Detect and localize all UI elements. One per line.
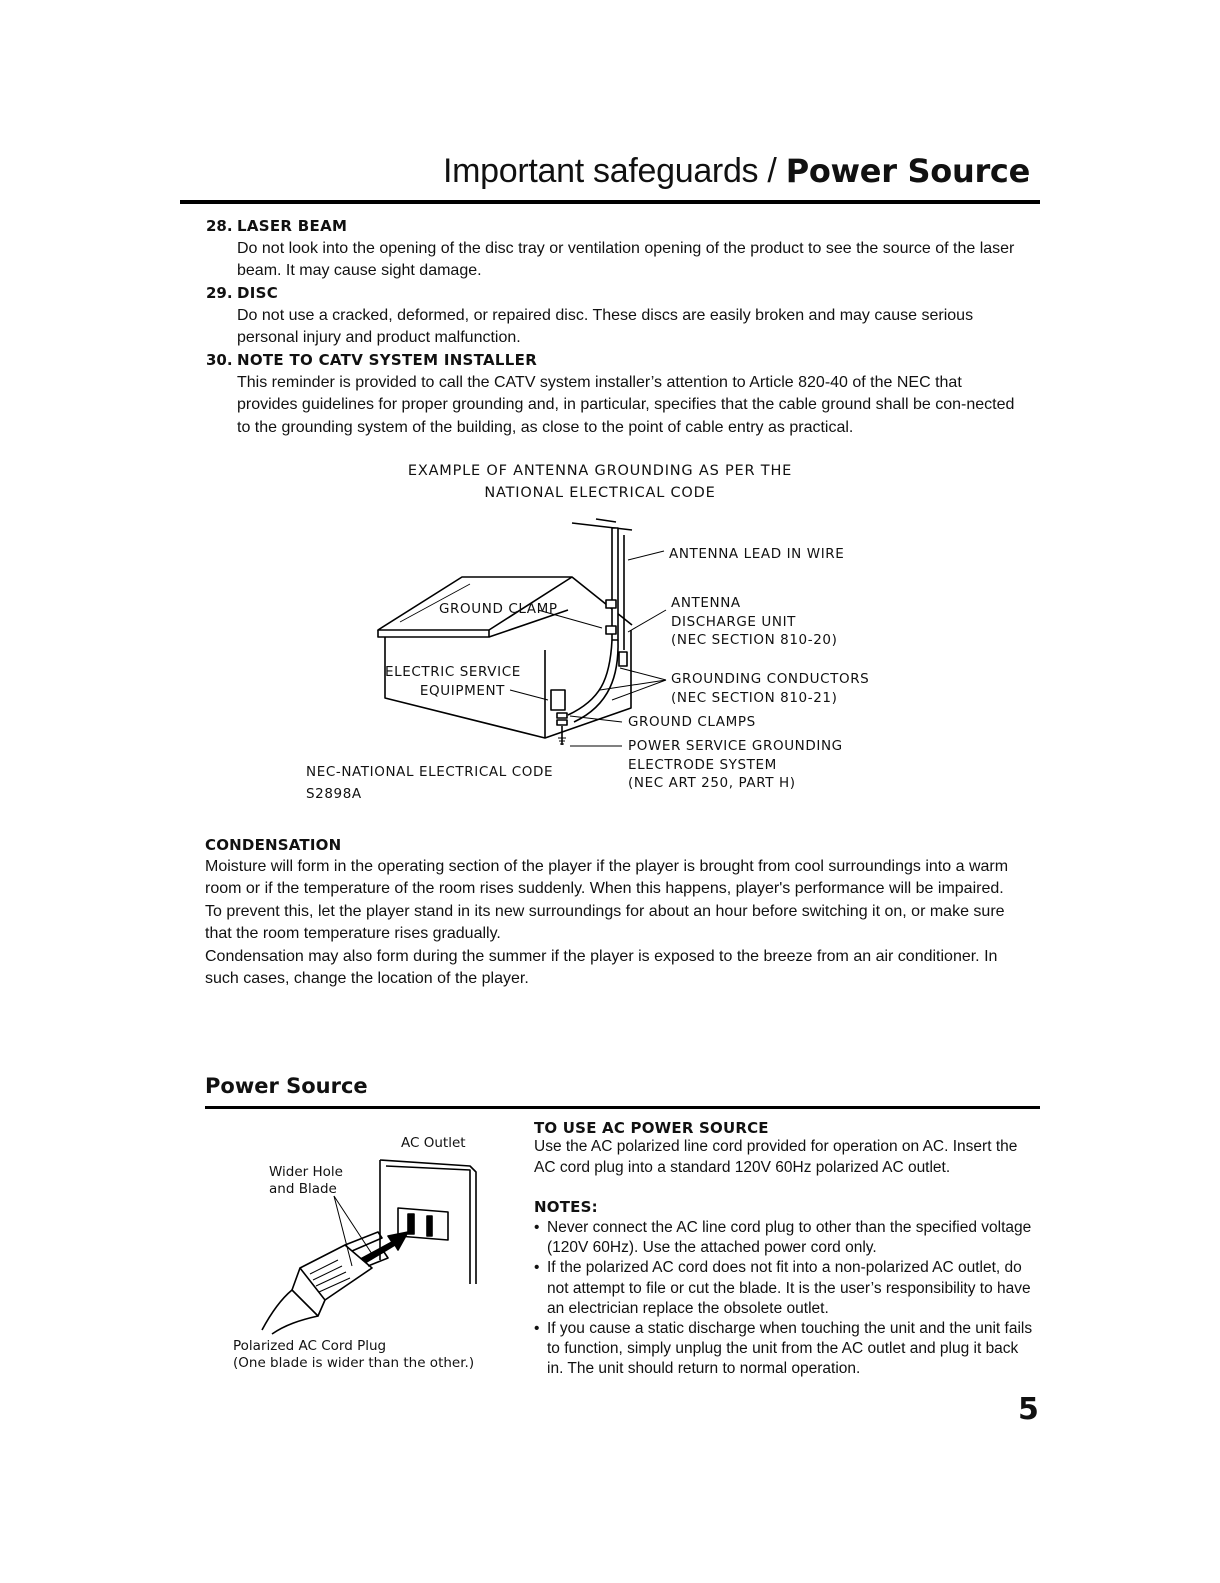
item-number: 28. [206,217,233,235]
discharge-line-3: (NEC SECTION 810-20) [671,632,838,648]
conductors-line-2: (NEC SECTION 810-21) [671,689,838,706]
power-line-1: POWER SERVICE GROUNDING [628,738,843,754]
plug-line-2: (One blade is wider than the other.) [233,1355,475,1371]
wider-line-2: and Blade [269,1181,337,1197]
condensation-paragraph-1: Moisture will form in the operating section of the player if the player is brought from cool surroundings into a warm room or if the temperature of the room rises suddenly. When this happens, player's performance will be impaired. [205,858,1009,898]
notes-list [534,1218,1034,1380]
label-ac-outlet: AC Outlet [401,1135,466,1151]
figure-code: S2898A [306,786,362,802]
item-text: This reminder is provided to call the CATV system installer’s attention to Article 820-40 of the NEC that provides guidelines for proper grounding and, in particular, specifies that the cable ground shall be con-nected to the grounding system of the building, as close to the point of cable entry as practical. [237,374,1015,436]
item-heading: NOTE TO CATV SYSTEM INSTALLER [237,351,538,369]
page-number: 5 [1018,1392,1039,1427]
power-line-2: ELECTRODE SYSTEM [628,756,777,773]
item-heading: LASER BEAM [237,217,348,235]
caption-line-2: NATIONAL ELECTRICAL CODE [484,484,716,501]
page-title-normal: Important safeguards / [442,152,786,190]
notes-heading: NOTES: [534,1198,598,1216]
wider-line-1: Wider Hole [269,1164,343,1180]
note-item: • Never connect the AC line cord plug to other than the specified voltage (120V 60Hz). Use the attached power cord only. [534,1218,1034,1258]
label-antenna-lead: ANTENNA LEAD IN WIRE [669,546,845,562]
page-title-bold: Power Source [785,152,1030,190]
electric-line-1: ELECTRIC SERVICE [385,664,521,680]
condensation-paragraph-3: Condensation may also form during the summer if the player is exposed to the breeze from an air conditioner. In such cases, change the location of the player. [205,947,998,988]
electric-line-2: EQUIPMENT [419,682,505,699]
label-ground-clamp: GROUND CLAMP [439,601,558,617]
note-item: • If you cause a static discharge when touching the unit and the unit fails to function, simply unplug the unit from the AC outlet and plug it back in. The unit should return to normal operation. [534,1319,1034,1380]
discharge-line-1: ANTENNA [671,595,741,611]
item-text: Do not use a cracked, deformed, or repaired disc. These discs are easily broken and may cause serious personal injury and product malfunction. [237,307,974,347]
power-line-3: (NEC ART 250, PART H) [628,775,796,791]
item-text: Do not look into the opening of the disc tray or ventilation opening of the product to see the source of the laser beam. It may cause sight damage. [237,240,1015,280]
condensation-paragraph-2: To prevent this, let the player stand in its new surroundings for about an hour before switching it on, or make sure that the room temperature rises gradually. [205,902,1005,943]
item-number: 29. [206,284,233,302]
conductors-line-1: GROUNDING CONDUCTORS [671,671,870,687]
use-ac-text: Use the AC polarized line cord provided for operation on AC. Insert the AC cord plug into a standard 120V 60Hz polarized AC outlet. [534,1138,1018,1176]
plug-line-1: Polarized AC Cord Plug [233,1338,387,1354]
condensation-heading: CONDENSATION [205,836,342,854]
note-item: • If the polarized AC cord does not fit into a non-polarized AC outlet, do not attempt to file or cut the blade. It is the user’s responsibility to have an electrician replace the obsolete outlet. [534,1258,1034,1319]
item-number: 30. [206,351,233,369]
nec-note-text: NEC-NATIONAL ELECTRICAL CODE [306,764,554,780]
label-polarized-plug [233,1338,474,1372]
label-wider-hole [269,1164,343,1198]
discharge-line-2: DISCHARGE UNIT [671,613,797,630]
power-source-text [534,1119,1034,1380]
caption-line-1: EXAMPLE OF ANTENNA GROUNDING AS PER THE [407,463,793,479]
power-source-title: Power Source [205,1074,368,1098]
item-heading: DISC [237,284,279,302]
label-ground-clamps: GROUND CLAMPS [628,714,756,730]
use-ac-heading: TO USE AC POWER SOURCE [534,1119,769,1137]
